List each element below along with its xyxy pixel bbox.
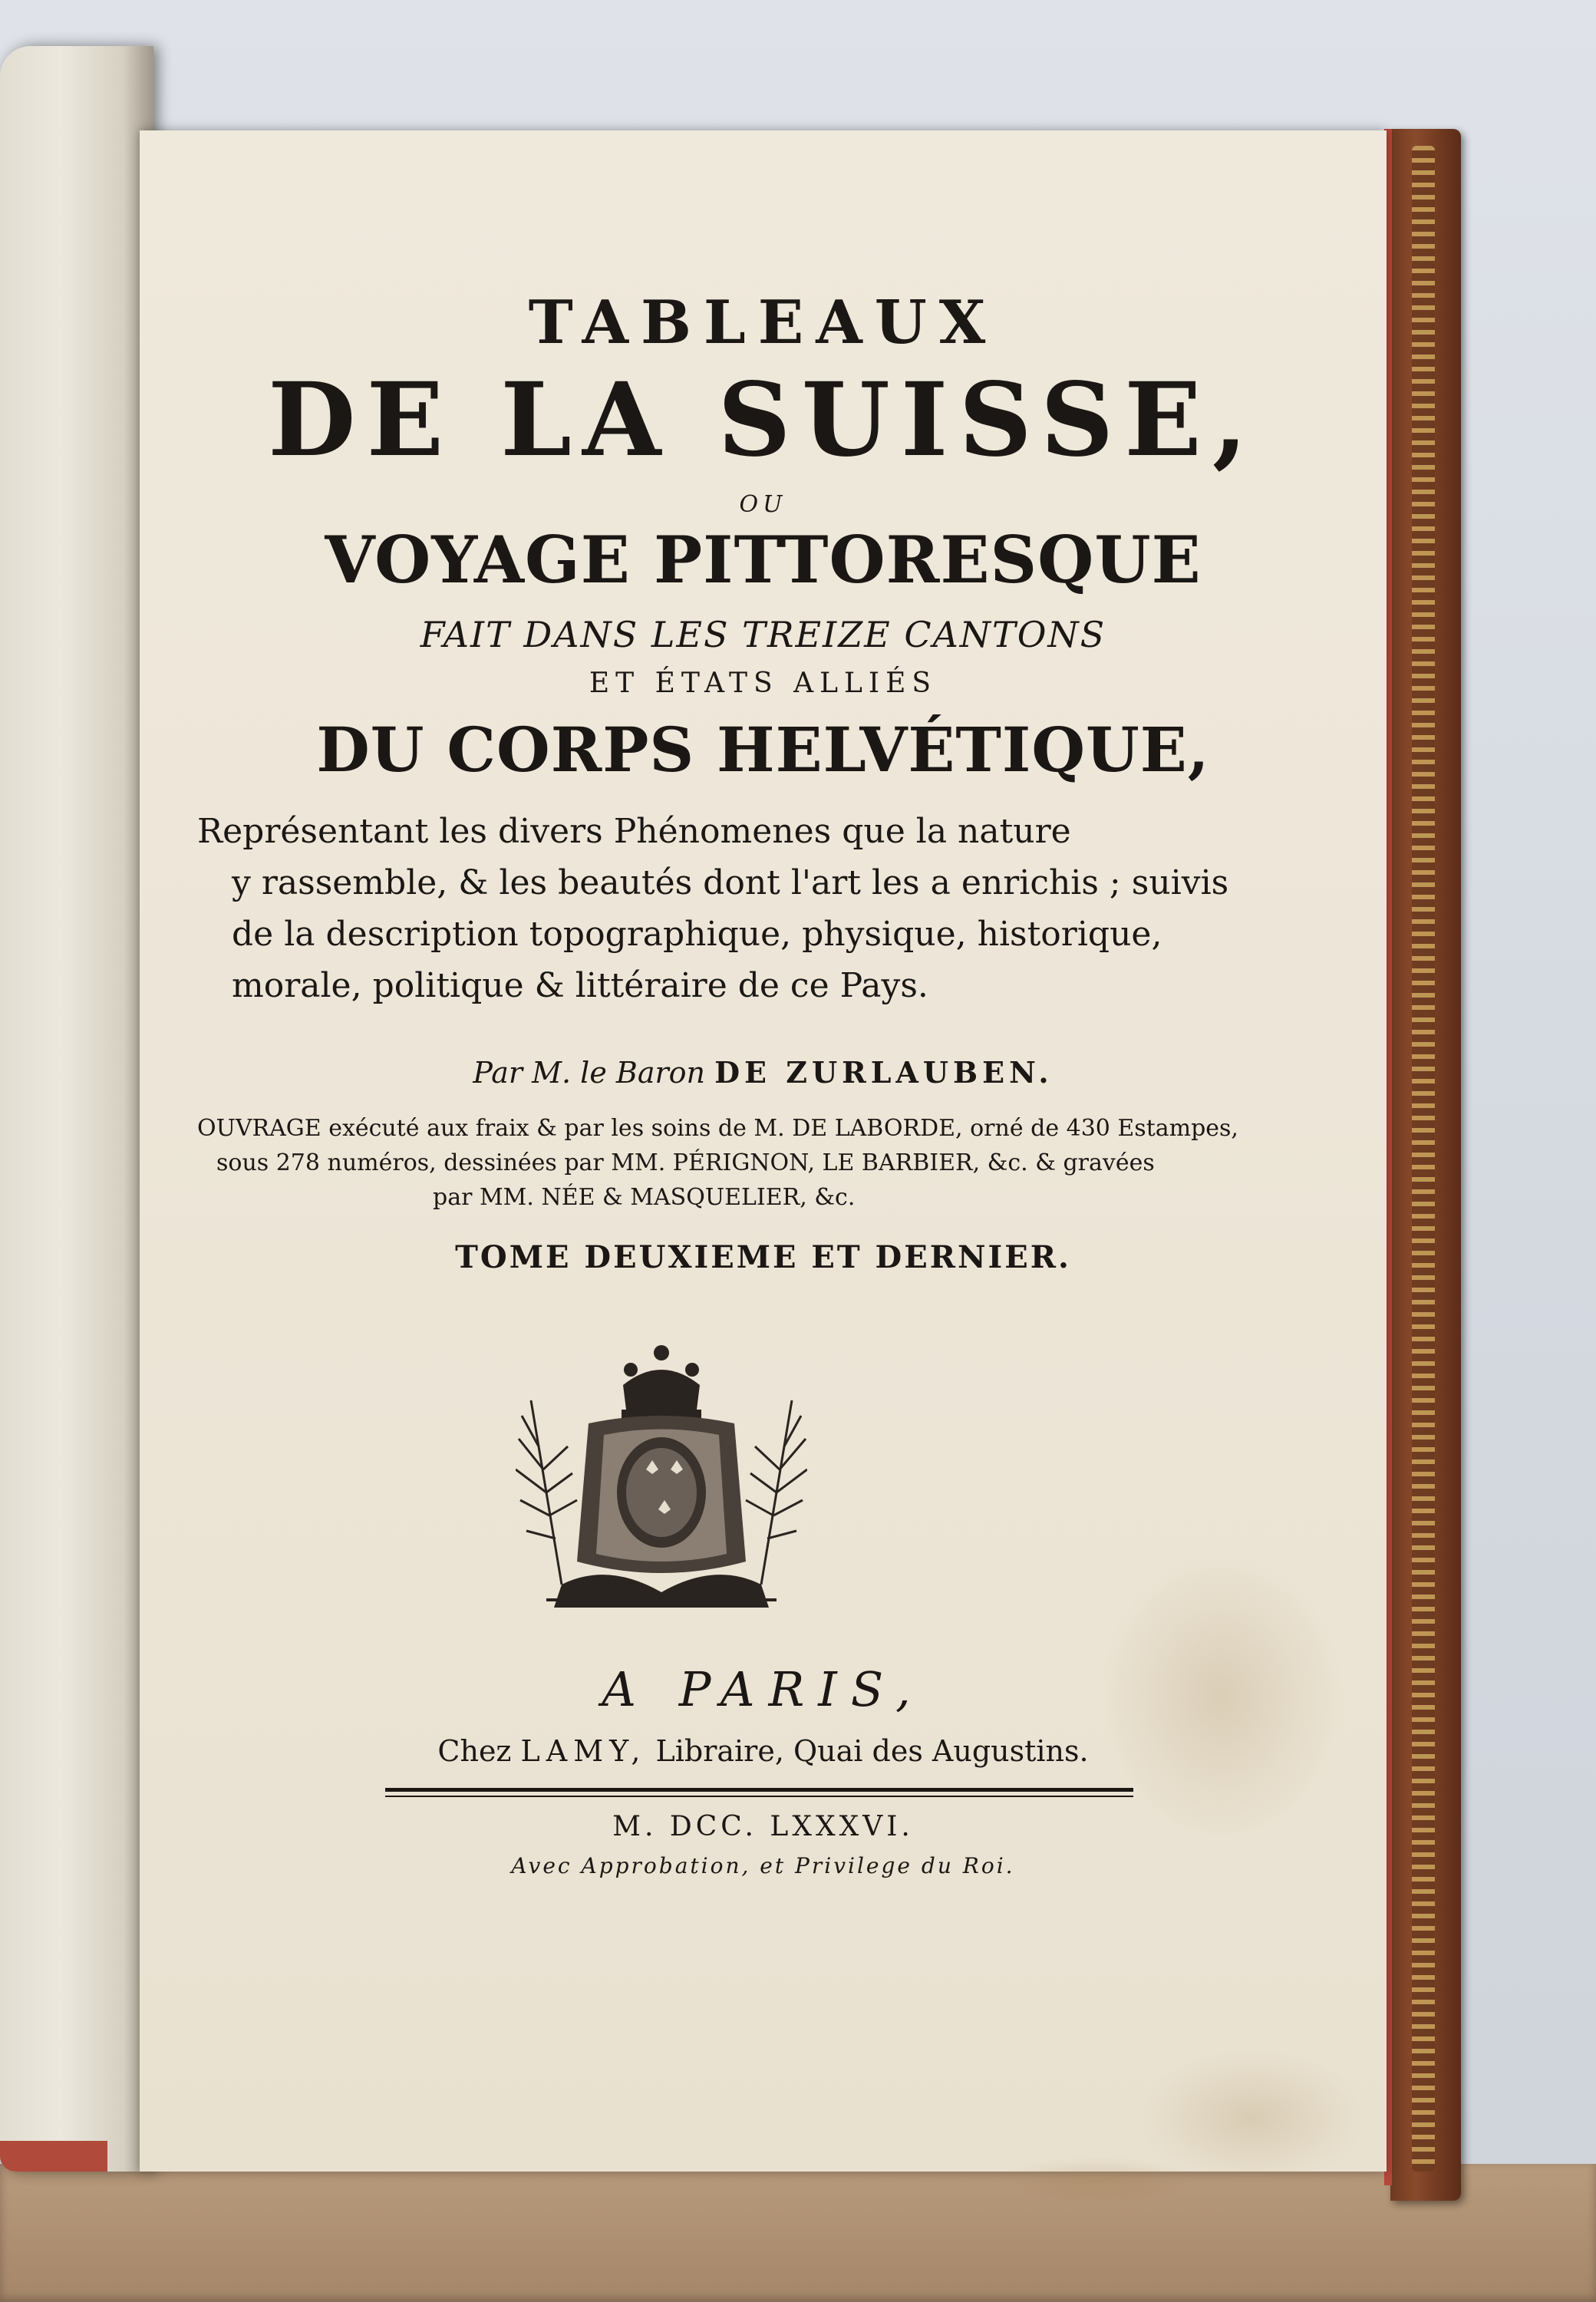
title-page bbox=[140, 130, 1387, 2172]
imprint-publisher-line bbox=[140, 1734, 1387, 1768]
imprint-rule-thick bbox=[385, 1788, 1133, 1792]
subtitle-line-3: ET ÉTATS ALLIÉS bbox=[589, 668, 938, 699]
table-surface bbox=[0, 2164, 1596, 2302]
work-line-1: OUVRAGE exécuté aux fraix & par les soins de M. DE LABORDE, orné de 430 Estampes, bbox=[197, 1115, 1238, 1142]
imprint-date: M. DCC. LXXXVI. bbox=[612, 1811, 914, 1842]
gilt-tooling bbox=[1412, 146, 1435, 2172]
author-line bbox=[140, 1055, 1387, 1090]
imprint-suffix: Libraire, Quai des Augustins. bbox=[655, 1734, 1089, 1768]
left-page-fold bbox=[0, 46, 153, 2172]
title-line-1: TABLEAUX bbox=[528, 288, 998, 358]
imprint-publisher: LAMY, bbox=[520, 1734, 647, 1768]
work-line-2: sous 278 numéros, dessinées par MM. PÉRIGNON, LE BARBIER, &c. & gravées bbox=[216, 1149, 1155, 1176]
subtitle-line-2: FAIT DANS LES TREIZE CANTONS bbox=[420, 614, 1106, 655]
subtitle-line-1: VOYAGE PITTORESQUE bbox=[325, 522, 1202, 598]
volume-line: TOME DEUXIEME ET DERNIER. bbox=[455, 1239, 1071, 1275]
description-line-4: morale, politique & littéraire de ce Pays. bbox=[232, 966, 928, 1005]
foxing-stain bbox=[999, 2156, 1199, 2202]
title-conjunction: OU bbox=[739, 491, 787, 518]
imprint-prefix: Chez bbox=[437, 1734, 512, 1768]
work-line-3: par MM. NÉE & MASQUELIER, &c. bbox=[433, 1184, 856, 1211]
author-prefix: Par M. le Baron bbox=[473, 1056, 705, 1090]
description-line-1: Représentant les divers Phénomenes que la nature bbox=[197, 812, 1071, 851]
description-line-3: de la description topographique, physique, historique, bbox=[232, 915, 1162, 954]
author-name: DE ZURLAUBEN. bbox=[714, 1055, 1054, 1090]
coat-of-arms-emblem bbox=[516, 1339, 807, 1615]
imprint-privilege: Avec Approbation, et Privilege du Roi. bbox=[511, 1853, 1015, 1878]
title-line-2: DE LA SUISSE, bbox=[268, 361, 1258, 480]
subtitle-line-4: DU CORPS HELVÉTIQUE, bbox=[316, 714, 1210, 786]
left-page-red-edge bbox=[0, 2141, 107, 2172]
description-line-2: y rassemble, & les beautés dont l'art les a enrichis ; suivis bbox=[232, 863, 1229, 902]
imprint-city: A PARIS, bbox=[602, 1661, 925, 1717]
imprint-rule-thin bbox=[385, 1796, 1133, 1797]
